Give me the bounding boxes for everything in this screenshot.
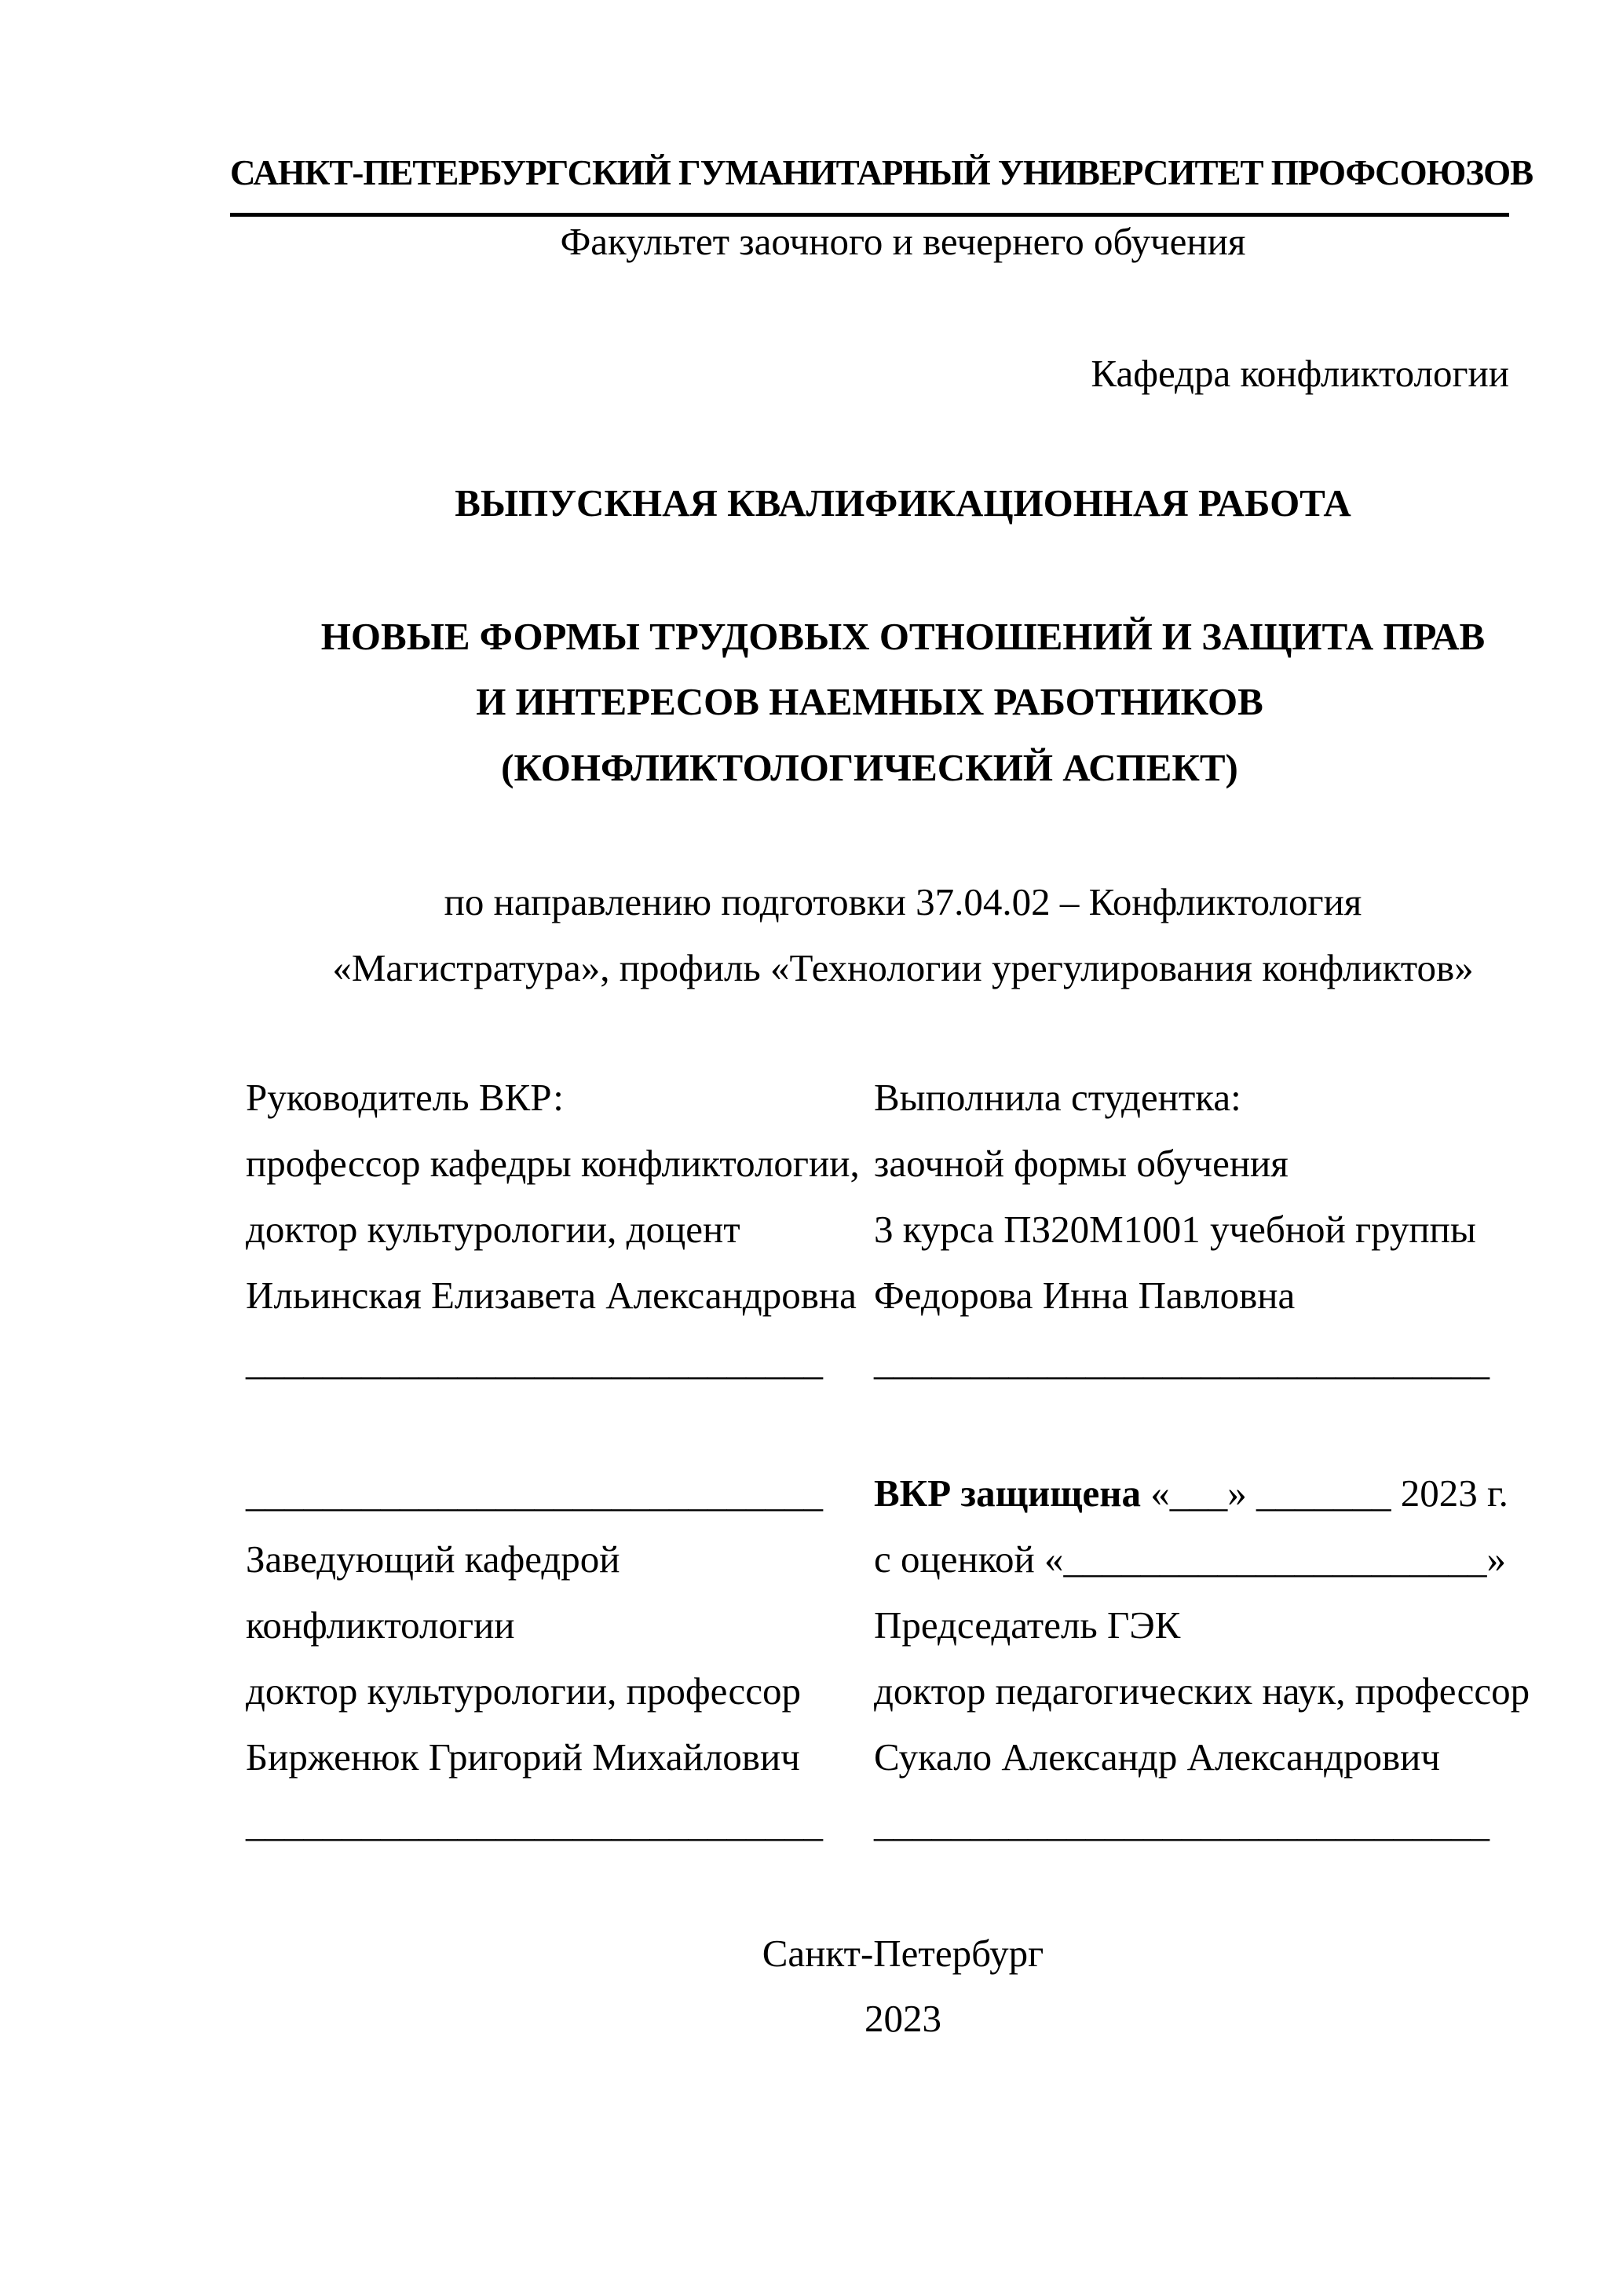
supervisor-position-1: профессор кафедры конфликтологии,: [246, 1142, 860, 1185]
head-title-line2: конфликтологии: [246, 1603, 515, 1647]
department-line: Кафедра конфликтологии: [1091, 352, 1509, 395]
student-study-form: заочной формы обучения: [874, 1142, 1289, 1185]
gec-chair-name: Сукало Александр Александрович: [874, 1735, 1441, 1779]
program-profile-line: «Магистратура», профиль «Технологии урегулирования конфликтов»: [332, 946, 1474, 989]
page-content: [230, 0, 1533, 2296]
defense-date-label: ВКР защищена: [874, 1472, 1142, 1515]
thesis-title-line3: (КОНФЛИКТОЛОГИЧЕСКИЙ АСПЕКТ): [501, 746, 1238, 789]
head-signature-line-top: ______________________________: [246, 1472, 823, 1515]
thesis-title-line2: И ИНТЕРЕСОВ НАЕМНЫХ РАБОТНИКОВ: [476, 680, 1263, 723]
thesis-title-line1: НОВЫЕ ФОРМЫ ТРУДОВЫХ ОТНОШЕНИЙ И ЗАЩИТА ПРАВ: [320, 615, 1486, 658]
faculty-line: Факультет заочного и вечернего обучения: [560, 220, 1246, 263]
head-position: доктор культурологии, профессор: [246, 1669, 802, 1713]
gec-signature-line: ________________________________: [874, 1801, 1490, 1844]
supervisor-position-2: доктор культурологии, доцент: [246, 1208, 740, 1251]
head-name: Бирженюк Григорий Михайлович: [246, 1735, 800, 1779]
header-rule: [230, 213, 1509, 217]
head-signature-line-bottom: ______________________________: [246, 1801, 823, 1844]
year-line: 2023: [865, 1997, 941, 2040]
student-heading: Выполнила студентка:: [874, 1076, 1241, 1119]
student-name: Федорова Инна Павловна: [874, 1274, 1296, 1317]
gec-chair-position: доктор педагогических наук, профессор: [874, 1669, 1530, 1713]
defense-date-line: [874, 1472, 1508, 1515]
university-name: САНКТ-ПЕТЕРБУРГСКИЙ ГУМАНИТАРНЫЙ УНИВЕРСИТЕТ ПРОФСОЮЗОВ: [230, 153, 1533, 192]
gec-chair-heading: Председатель ГЭК: [874, 1603, 1181, 1647]
supervisor-name: Ильинская Елизавета Александровна: [246, 1274, 857, 1317]
grade-line: с оценкой «______________________»: [874, 1537, 1506, 1581]
program-direction-line: по направлению подготовки 37.04.02 – Конфликтология: [444, 880, 1362, 923]
head-title-line1: Заведующий кафедрой: [246, 1537, 620, 1581]
work-type-heading: ВЫПУСКНАЯ КВАЛИФИКАЦИОННАЯ РАБОТА: [455, 481, 1351, 525]
student-signature-line: ________________________________: [874, 1340, 1490, 1383]
supervisor-signature-line: ______________________________: [246, 1340, 823, 1383]
student-course-group: 3 курса ПЗ20М1001 учебной группы: [874, 1208, 1476, 1251]
supervisor-heading: Руководитель ВКР:: [246, 1076, 564, 1119]
city-line: Санкт-Петербург: [762, 1932, 1044, 1975]
defense-date-blanks: «___» _______ 2023 г.: [1141, 1472, 1508, 1515]
